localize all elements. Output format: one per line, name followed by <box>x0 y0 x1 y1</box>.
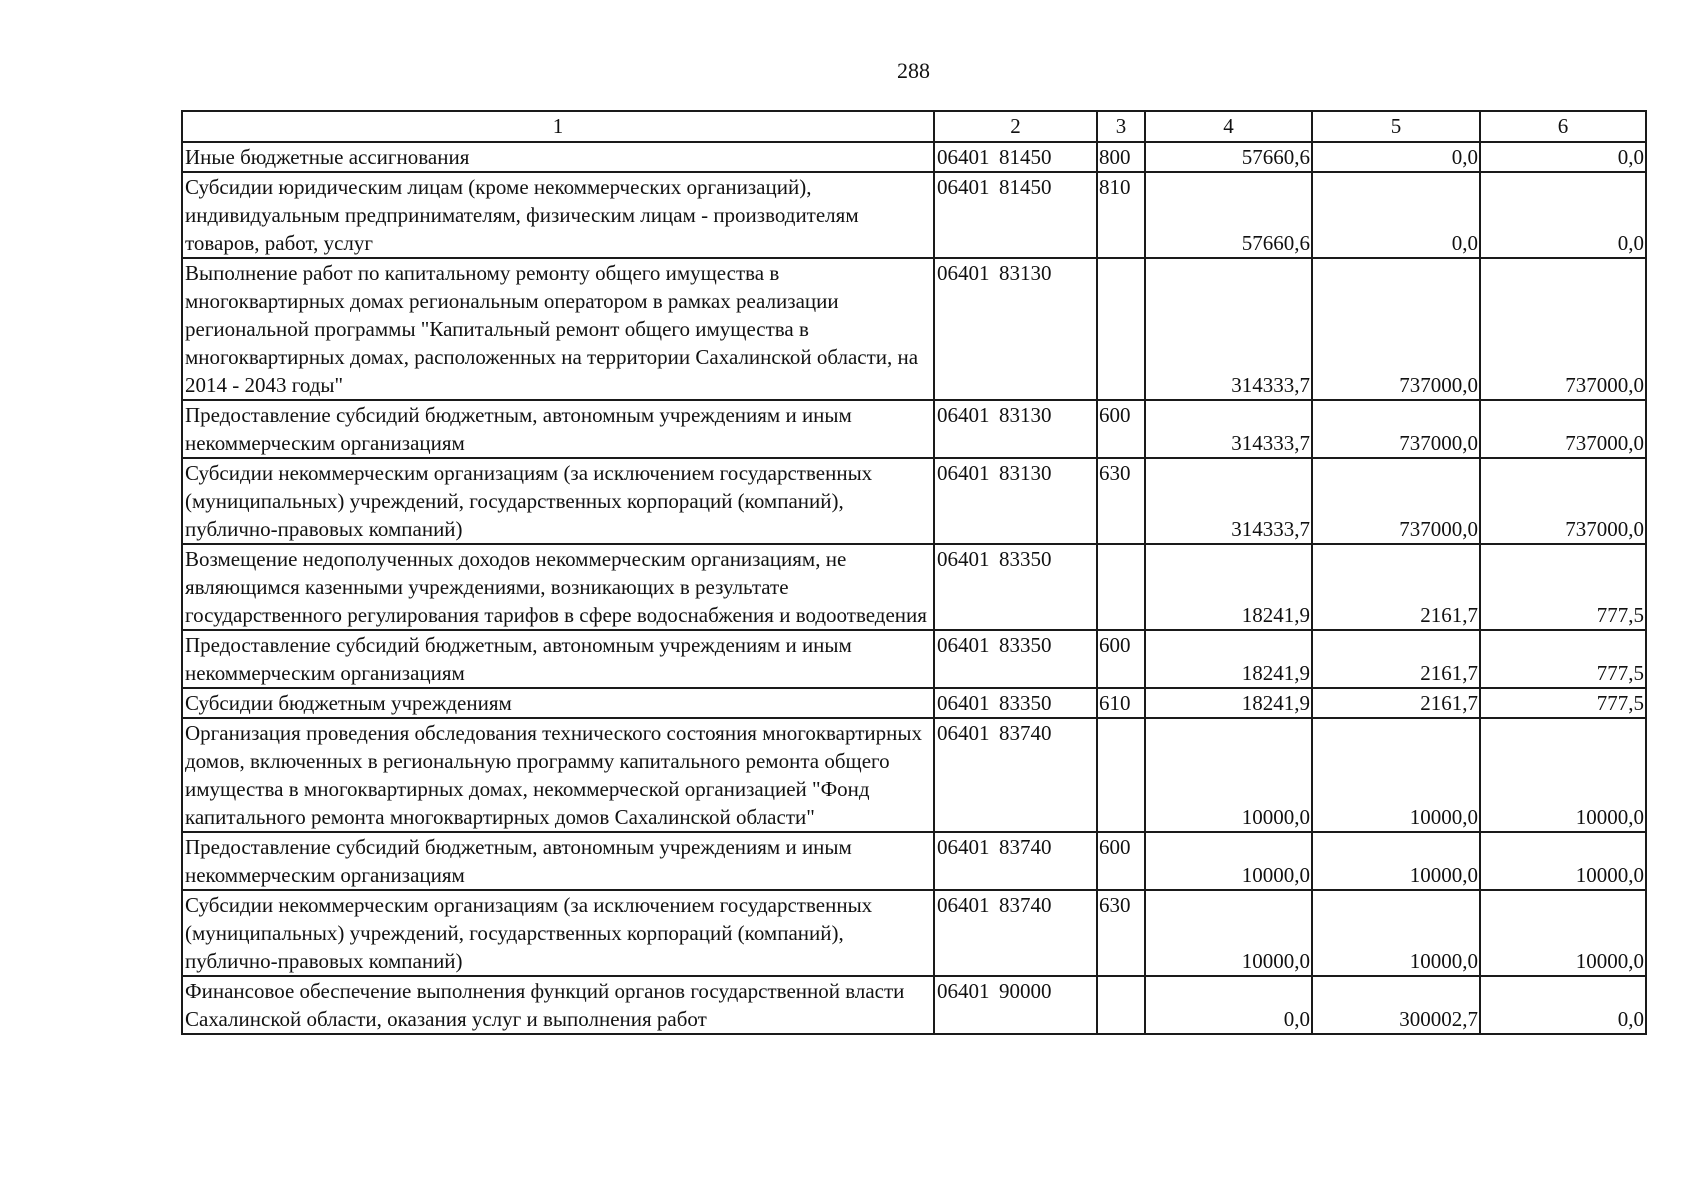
header-col-3: 3 <box>1097 111 1145 142</box>
code-direction: 81450 <box>999 175 1052 199</box>
row-name: Организация проведения обследования технического состояния многоквартирных домов, включенных в региональную программу капитального ремонта общего имущества в многоквартирных домах, некоммерческой организацией "Фонд капитального ремонта многоквартирных домов Сахалинской области" <box>182 718 934 832</box>
row-value-col4: 18241,9 <box>1145 544 1312 630</box>
row-value-col4: 314333,7 <box>1145 458 1312 544</box>
code-program: 06401 <box>937 261 990 285</box>
header-col-6: 6 <box>1480 111 1646 142</box>
row-code <box>934 976 1097 1034</box>
code-direction: 83130 <box>999 261 1052 285</box>
row-name: Финансовое обеспечение выполнения функций органов государственной власти Сахалинской области, оказания услуг и выполнения работ <box>182 976 934 1034</box>
row-value-col4: 18241,9 <box>1145 630 1312 688</box>
row-value-col5: 10000,0 <box>1312 832 1480 890</box>
row-name: Выполнение работ по капитальному ремонту общего имущества в многоквартирных домах региональным оператором в рамках реализации региональной программы "Капитальный ремонт общего имущества в многоквартирных домах, расположенных на территории Сахалинской области, на 2014 - 2043 годы" <box>182 258 934 400</box>
row-value-col6: 737000,0 <box>1480 458 1646 544</box>
code-program: 06401 <box>937 145 990 169</box>
code-direction: 83130 <box>999 403 1052 427</box>
row-value-col5: 737000,0 <box>1312 400 1480 458</box>
code-direction: 90000 <box>999 979 1052 1003</box>
code-direction: 83740 <box>999 721 1052 745</box>
row-value-col4: 0,0 <box>1145 976 1312 1034</box>
row-code <box>934 142 1097 172</box>
code-program: 06401 <box>937 461 990 485</box>
row-value-col4: 57660,6 <box>1145 142 1312 172</box>
row-value-col6: 0,0 <box>1480 172 1646 258</box>
page-number: 288 <box>897 58 930 83</box>
row-name: Субсидии юридическим лицам (кроме некоммерческих организаций), индивидуальным предпринимателям, физическим лицам - производителям товаров, работ, услуг <box>182 172 934 258</box>
row-name: Субсидии бюджетным учреждениям <box>182 688 934 718</box>
code-program: 06401 <box>937 979 990 1003</box>
table-row <box>182 172 1646 258</box>
row-value-col6: 0,0 <box>1480 142 1646 172</box>
row-value-col5: 10000,0 <box>1312 718 1480 832</box>
row-value-col6: 10000,0 <box>1480 832 1646 890</box>
row-value-col5: 2161,7 <box>1312 688 1480 718</box>
row-name: Иные бюджетные ассигнования <box>182 142 934 172</box>
code-program: 06401 <box>937 691 990 715</box>
table-row <box>182 258 1646 400</box>
table-row <box>182 544 1646 630</box>
row-code <box>934 172 1097 258</box>
row-value-col4: 18241,9 <box>1145 688 1312 718</box>
code-program: 06401 <box>937 403 990 427</box>
table-row <box>182 630 1646 688</box>
row-code <box>934 890 1097 976</box>
table-row <box>182 832 1646 890</box>
header-col-4: 4 <box>1145 111 1312 142</box>
row-value-col5: 300002,7 <box>1312 976 1480 1034</box>
row-expense-type: 800 <box>1097 142 1145 172</box>
row-value-col6: 777,5 <box>1480 630 1646 688</box>
row-expense-type <box>1097 976 1145 1034</box>
row-code <box>934 258 1097 400</box>
code-direction: 83350 <box>999 691 1052 715</box>
row-code <box>934 458 1097 544</box>
row-expense-type: 600 <box>1097 832 1145 890</box>
code-program: 06401 <box>937 633 990 657</box>
row-value-col6: 0,0 <box>1480 976 1646 1034</box>
code-direction: 83350 <box>999 633 1052 657</box>
row-value-col6: 737000,0 <box>1480 258 1646 400</box>
code-program: 06401 <box>937 893 990 917</box>
row-expense-type: 810 <box>1097 172 1145 258</box>
row-name: Субсидии некоммерческим организациям (за исключением государственных (муниципальных) учреждений, государственных корпораций (компаний), публично-правовых компаний) <box>182 890 934 976</box>
code-direction: 83740 <box>999 893 1052 917</box>
code-direction: 81450 <box>999 145 1052 169</box>
header-row <box>182 111 1646 142</box>
code-program: 06401 <box>937 835 990 859</box>
table-row <box>182 142 1646 172</box>
table-row <box>182 400 1646 458</box>
row-value-col4: 314333,7 <box>1145 258 1312 400</box>
row-value-col5: 10000,0 <box>1312 890 1480 976</box>
row-code <box>934 718 1097 832</box>
row-expense-type: 610 <box>1097 688 1145 718</box>
row-name: Возмещение недополученных доходов некоммерческим организациям, не являющимся казенными учреждениями, возникающих в результате государственного регулирования тарифов в сфере водоснабжения и водоотведения <box>182 544 934 630</box>
row-value-col4: 314333,7 <box>1145 400 1312 458</box>
row-value-col4: 10000,0 <box>1145 832 1312 890</box>
row-value-col4: 10000,0 <box>1145 718 1312 832</box>
code-direction: 83740 <box>999 835 1052 859</box>
row-code <box>934 400 1097 458</box>
row-value-col6: 737000,0 <box>1480 400 1646 458</box>
row-code <box>934 630 1097 688</box>
budget-table <box>181 110 1647 1035</box>
row-expense-type <box>1097 258 1145 400</box>
row-value-col5: 737000,0 <box>1312 258 1480 400</box>
row-code <box>934 832 1097 890</box>
row-expense-type <box>1097 544 1145 630</box>
row-value-col5: 2161,7 <box>1312 630 1480 688</box>
table-row <box>182 718 1646 832</box>
row-expense-type: 600 <box>1097 400 1145 458</box>
row-value-col6: 777,5 <box>1480 544 1646 630</box>
row-value-col6: 10000,0 <box>1480 890 1646 976</box>
row-expense-type: 630 <box>1097 890 1145 976</box>
row-name: Предоставление субсидий бюджетным, автономным учреждениям и иным некоммерческим организациям <box>182 832 934 890</box>
header-col-5: 5 <box>1312 111 1480 142</box>
row-name: Предоставление субсидий бюджетным, автономным учреждениям и иным некоммерческим организациям <box>182 400 934 458</box>
row-value-col5: 737000,0 <box>1312 458 1480 544</box>
row-name: Предоставление субсидий бюджетным, автономным учреждениям и иным некоммерческим организациям <box>182 630 934 688</box>
code-direction: 83350 <box>999 547 1052 571</box>
row-value-col4: 10000,0 <box>1145 890 1312 976</box>
table-row <box>182 976 1646 1034</box>
header-col-1: 1 <box>182 111 934 142</box>
row-expense-type <box>1097 718 1145 832</box>
row-value-col6: 777,5 <box>1480 688 1646 718</box>
code-direction: 83130 <box>999 461 1052 485</box>
table-row <box>182 890 1646 976</box>
header-col-2: 2 <box>934 111 1097 142</box>
code-program: 06401 <box>937 721 990 745</box>
code-program: 06401 <box>937 175 990 199</box>
row-value-col4: 57660,6 <box>1145 172 1312 258</box>
table-row <box>182 688 1646 718</box>
row-value-col6: 10000,0 <box>1480 718 1646 832</box>
row-expense-type: 600 <box>1097 630 1145 688</box>
table-row <box>182 458 1646 544</box>
code-program: 06401 <box>937 547 990 571</box>
row-value-col5: 0,0 <box>1312 172 1480 258</box>
row-name: Субсидии некоммерческим организациям (за исключением государственных (муниципальных) учреждений, государственных корпораций (компаний), публично-правовых компаний) <box>182 458 934 544</box>
row-value-col5: 0,0 <box>1312 142 1480 172</box>
row-code <box>934 688 1097 718</box>
row-value-col5: 2161,7 <box>1312 544 1480 630</box>
row-code <box>934 544 1097 630</box>
row-expense-type: 630 <box>1097 458 1145 544</box>
